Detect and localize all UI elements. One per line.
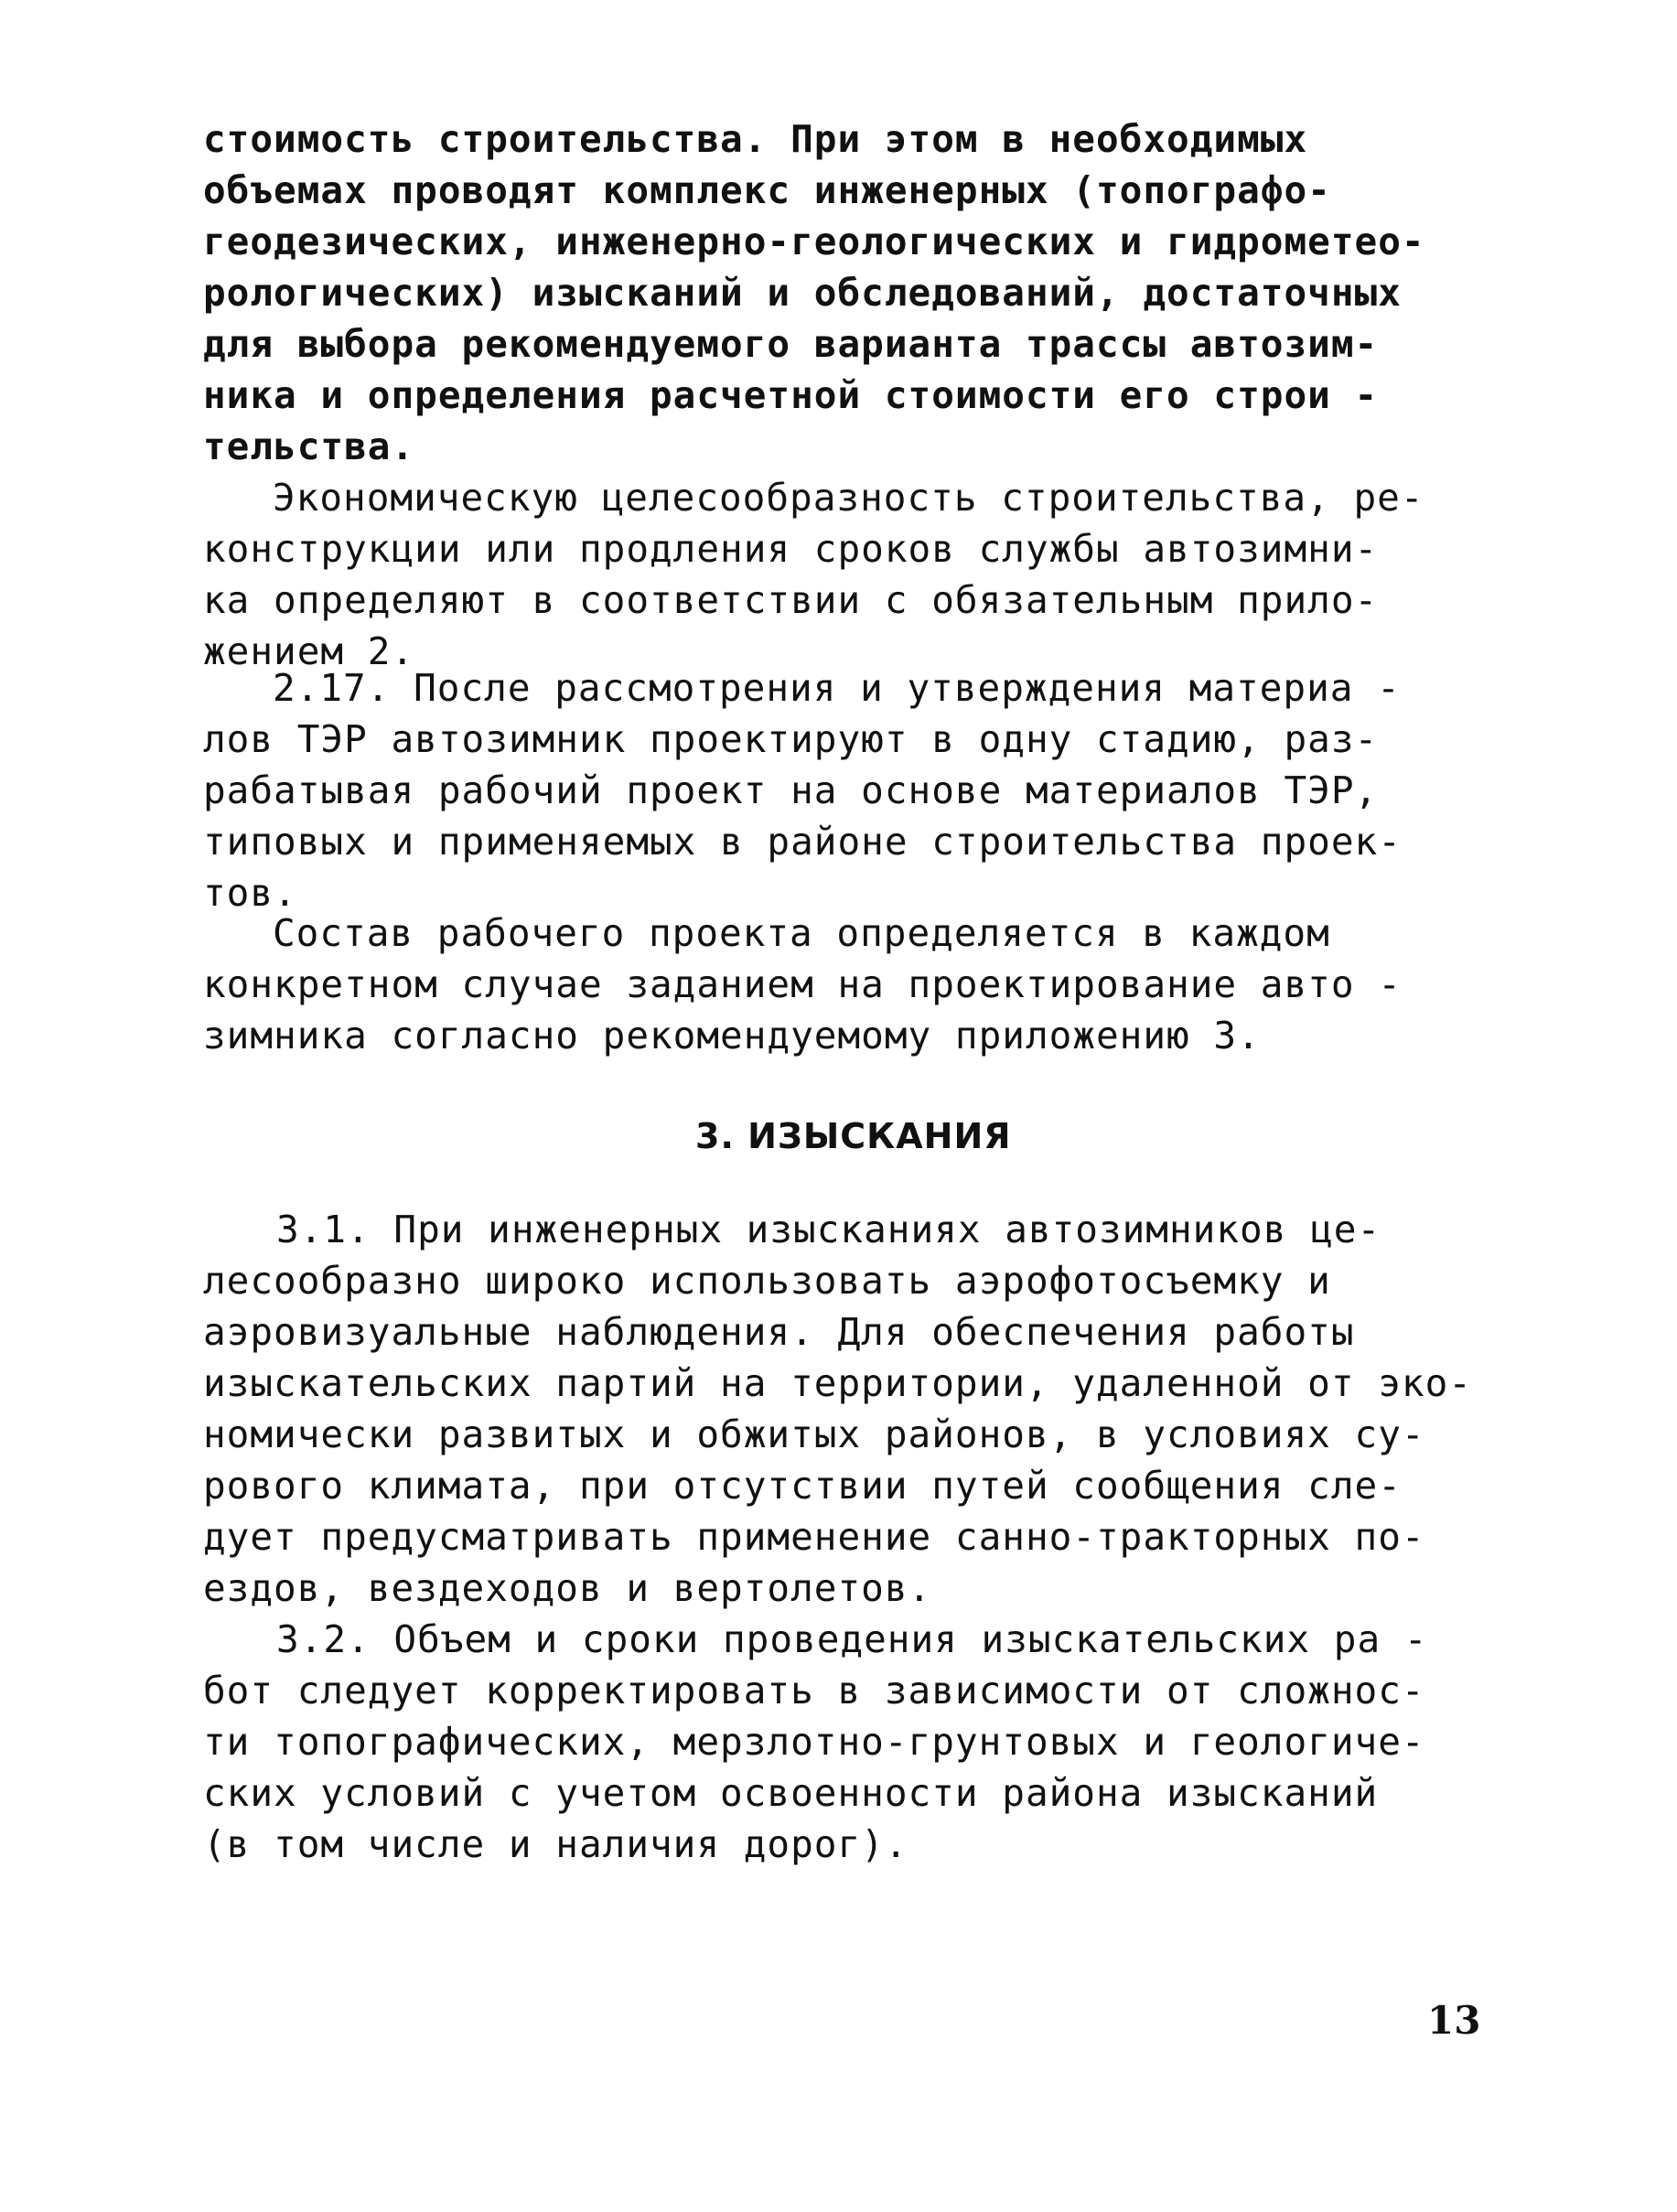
text-line: тельства. (203, 424, 415, 468)
text-line: конкретном случае заданием на проектирование авто - (203, 962, 1402, 1006)
page-number: 13 (1427, 1998, 1481, 2043)
text-line: (в том числе и наличия дорог). (203, 1822, 908, 1866)
text-line: номически развитых и обжитых районов, в условиях су- (203, 1412, 1425, 1456)
text-line: бот следует корректировать в зависимости от сложнос- (203, 1669, 1425, 1713)
text-line: 3.1. При инженерных изысканиях автозимников це- (276, 1208, 1381, 1251)
text-line: 2.17. После рассмотрения и утверждения материа - (273, 666, 1401, 710)
text-line: конструкции или продления сроков службы автозимни- (203, 527, 1379, 571)
text-line: ника и определения расчетной стоимости его строи - (203, 373, 1379, 417)
text-line: лов ТЭР автозимник проектируют в одну стадию, раз- (203, 717, 1379, 761)
text-line: 3.2. Объем и сроки проведения изыскательских ра - (276, 1617, 1428, 1661)
section-heading: 3. ИЗЫСКАНИЯ (695, 1116, 1012, 1156)
text-line: ти топографических, мерзлотно-грунтовых и геологиче- (203, 1720, 1425, 1764)
text-line: жением 2. (203, 629, 415, 673)
text-line: объемах проводят комплекс инженерных (топографо- (203, 168, 1331, 212)
text-line: для выбора рекомендуемого варианта трассы автозим- (203, 322, 1379, 366)
text-line: геодезических, инженерно-геологических и гидрометео- (203, 220, 1425, 263)
text-line: рологических) изысканий и обследований, достаточных (203, 271, 1402, 315)
text-line: типовых и применяемых в районе строительства проек- (203, 820, 1402, 864)
text-line: зимника согласно рекомендуемому приложению 3. (203, 1014, 1261, 1058)
text-line: тов. (203, 871, 297, 915)
text-line: лесообразно широко использовать аэрофотосъемку и (203, 1259, 1331, 1303)
text-line: дует предусматривать применение санно-тракторных по- (203, 1515, 1425, 1559)
text-line: Состав рабочего проекта определяется в каждом (273, 911, 1330, 955)
text-line: рабатывая рабочий проект на основе материалов ТЭР, (203, 768, 1379, 812)
text-line: стоимость строительства. При этом в необходимых (203, 117, 1308, 161)
text-line: аэровизуальные наблюдения. Для обеспечения работы (203, 1310, 1355, 1354)
text-line: ездов, вездеходов и вертолетов. (203, 1566, 932, 1610)
text-line: ских условий с учетом освоенности района изысканий (203, 1771, 1379, 1815)
text-line: ка определяют в соответствии с обязательным прило- (203, 578, 1379, 622)
text-line: рового климата, при отсутствии путей сообщения сле- (203, 1464, 1402, 1508)
text-line: изыскательских партий на территории, удаленной от эко- (203, 1361, 1472, 1405)
text-line: Экономическую целесообразность строительства, ре- (273, 476, 1424, 520)
